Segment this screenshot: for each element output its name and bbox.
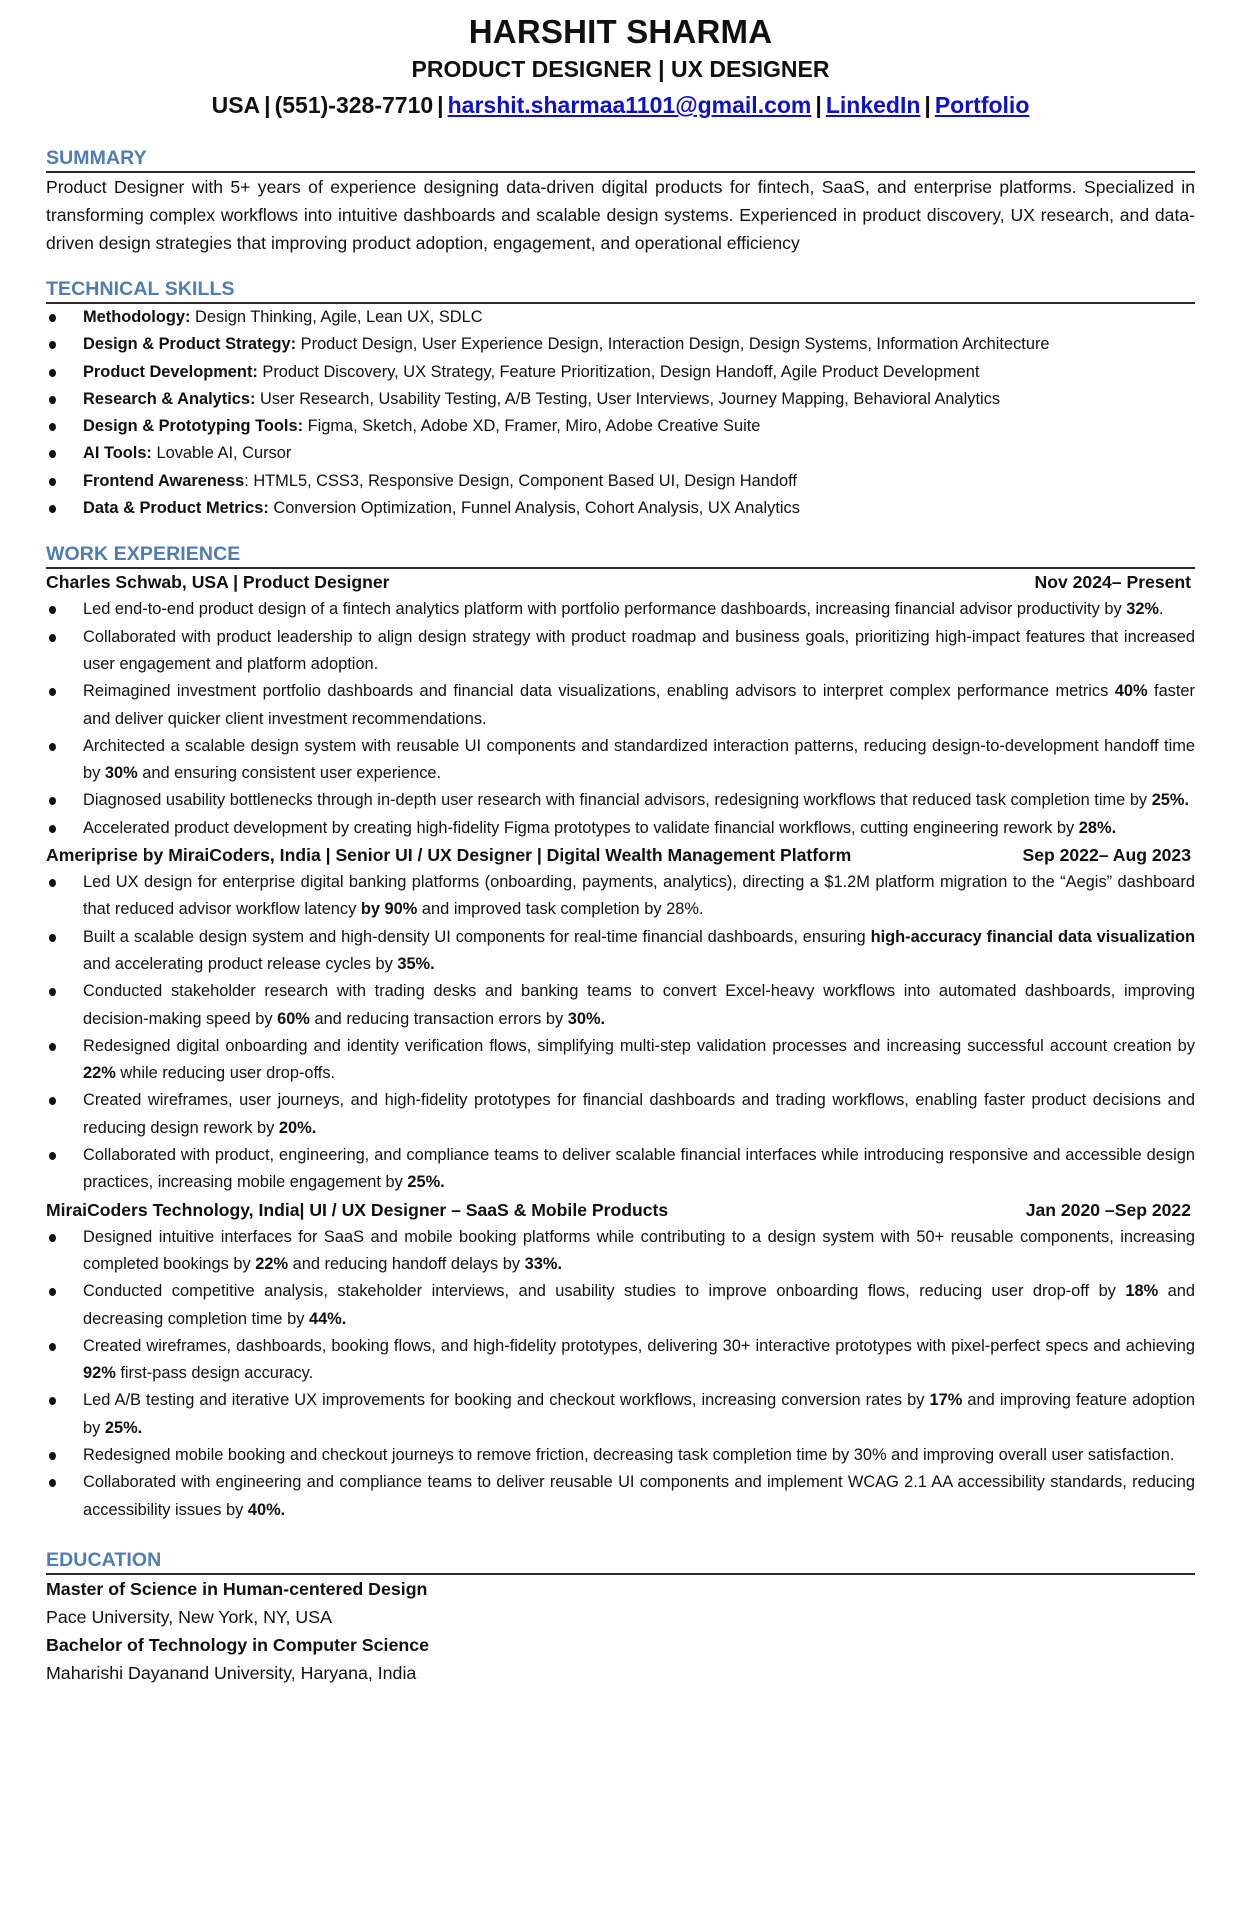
bullet-icon (49, 606, 56, 614)
degree: Master of Science in Human-centered Design (46, 1578, 428, 1599)
job-bullet (46, 1333, 1195, 1388)
job-dates: Jan 2020 –Sep 2022 (1025, 1199, 1191, 1220)
bullet-icon (49, 450, 56, 458)
skill-item (46, 413, 1195, 440)
bullet-text: Diagnosed usability bottlenecks through in-depth user research with financial advisors, redesigning workflows that reduced task completion time by (83, 791, 1152, 810)
job-bullet (46, 1142, 1195, 1197)
bullet-icon (49, 1043, 56, 1051)
skill-item (46, 359, 1195, 386)
bullet-icon (49, 1479, 56, 1487)
skills-list (46, 304, 1195, 522)
highlight-metric: 60% (277, 1009, 310, 1028)
job-bullet (46, 1033, 1195, 1088)
bullet-text: Collaborated with product, engineering, and compliance teams to deliver scalable financial interfaces while introducing responsive and accessible design practices, increasing mobile engagement by (83, 1146, 1195, 1192)
job-bullet (46, 1469, 1195, 1524)
bullet-text: and ensuring consistent user experience. (137, 764, 442, 783)
bullet-text: . (1159, 600, 1164, 619)
bullet-icon (49, 988, 56, 996)
education-section (46, 1548, 1195, 1687)
bullet-icon (49, 314, 56, 322)
experience-section (46, 542, 1195, 1524)
job-entry (46, 842, 1195, 1197)
education-heading: EDUCATION (46, 1548, 1195, 1575)
bullet-icon (49, 423, 56, 431)
bullet-text: Conducted stakeholder research with trading desks and banking teams to convert Excel-heavy workflows into automated dashboards, improving decision-making speed by (83, 982, 1195, 1028)
job-bullet (46, 869, 1195, 924)
job-header (46, 1197, 1195, 1224)
summary-text: Product Designer with 5+ years of experience designing data-driven digital products for fintech, SaaS, and enterprise platforms. Specialized in transforming complex workflows into intuitive dashboards and scalable design systems. Experienced in product discovery, UX research, and data-driven design strategies that improving product adoption, engagement, and operational efficiency (46, 177, 1195, 253)
job-bullet (46, 1278, 1195, 1333)
bullet-text: Reimagined investment portfolio dashboards and financial data visualizations, enabling advisors to interpret complex performance metrics (83, 682, 1115, 701)
summary-heading: SUMMARY (46, 146, 1195, 173)
bullet-icon (49, 341, 56, 349)
highlight-metric: 40%. (247, 1500, 286, 1519)
bullet-icon (49, 369, 56, 377)
separator: | (437, 92, 444, 118)
skill-value: Lovable AI, Cursor (151, 444, 292, 463)
job-bullet (46, 815, 1195, 842)
candidate-name: HARSHIT SHARMA (468, 13, 773, 50)
job-header (46, 569, 1195, 596)
bullet-text: and improved task completion by 28%. (417, 900, 704, 919)
job-bullets (46, 869, 1195, 1197)
skill-item (46, 495, 1195, 522)
bullet-icon (49, 396, 56, 404)
highlight-metric: 20%. (278, 1118, 317, 1137)
highlight-metric: 30% (104, 764, 138, 783)
job-title: MiraiCoders Technology, India| UI / UX Designer – SaaS & Mobile Products (46, 1199, 669, 1220)
bullet-text: and accelerating product release cycles by (83, 954, 398, 973)
bullet-icon (49, 1097, 56, 1105)
job-title: PRODUCT DESIGNER | UX DESIGNER (411, 56, 830, 82)
bullet-icon (49, 934, 56, 942)
skill-label: Product Development: (83, 362, 258, 381)
resume-header (46, 0, 1195, 124)
summary-section (46, 146, 1195, 257)
job-bullet (46, 624, 1195, 679)
highlight-metric: 25%. (407, 1173, 445, 1192)
skill-label: AI Tools: (83, 444, 152, 463)
job-bullet (46, 1442, 1195, 1469)
skill-value: : HTML5, CSS3, Responsive Design, Component Based UI, Design Handoff (244, 471, 797, 490)
bullet-text: Created wireframes, user journeys, and high-fidelity prototypes for financial dashboards and trading workflows, enabling faster product decisions and reducing design rework by (83, 1091, 1195, 1137)
highlight-metric: 33%. (524, 1254, 563, 1273)
job-header (46, 842, 1195, 869)
bullet-icon (49, 1152, 56, 1160)
school: Maharishi Dayanand University, Haryana, India (46, 1662, 417, 1683)
highlight-metric: 25%. (1151, 791, 1190, 810)
bullet-text: Led A/B testing and iterative UX improvements for booking and checkout workflows, increasing conversion rates by (83, 1391, 930, 1410)
bullet-text: Architected a scalable design system with reusable UI components and standardized interaction patterns, reducing design-to-development handoff time by (83, 736, 1195, 783)
bullet-icon (49, 634, 56, 642)
bullet-text: and decreasing completion time by (83, 1282, 1195, 1328)
skill-label: Frontend Awareness (83, 471, 245, 490)
bullet-text: and reducing transaction errors by (309, 1009, 568, 1028)
job-dates: Sep 2022– Aug 2023 (1022, 845, 1191, 866)
bullet-icon (49, 879, 56, 887)
highlight-metric: 40% (1114, 682, 1148, 701)
separator: | (815, 92, 822, 118)
bullet-icon (49, 1452, 56, 1460)
degree: Bachelor of Technology in Computer Science (46, 1634, 430, 1655)
separator: | (924, 92, 931, 118)
job-bullets (46, 596, 1195, 842)
bullet-text: Conducted competitive analysis, stakeholder interviews, and usability studies to improve onboarding flows, reducing user drop-off by (83, 1282, 1126, 1301)
skill-value: Conversion Optimization, Funnel Analysis, Cohort Analysis, UX Analytics (268, 499, 800, 518)
skills-heading: TECHNICAL SKILLS (46, 277, 1195, 304)
skill-item (46, 331, 1195, 358)
skill-item (46, 386, 1195, 413)
contact-line (46, 86, 1195, 124)
job-bullet (46, 1387, 1195, 1442)
job-bullet (46, 924, 1195, 979)
job-entry (46, 569, 1195, 842)
job-bullet (46, 733, 1195, 788)
jobs-list (46, 569, 1195, 1524)
job-entry (46, 1197, 1195, 1524)
skills-section (46, 277, 1195, 522)
location: USA (211, 92, 261, 118)
job-dates: Nov 2024– Present (1034, 572, 1191, 593)
skill-item (46, 304, 1195, 331)
skill-label: Data & Product Metrics: (83, 499, 269, 518)
skill-label: Methodology: (83, 308, 191, 326)
job-bullet (46, 978, 1195, 1033)
job-bullet (46, 1087, 1195, 1142)
skill-value: Product Design, User Experience Design, Interaction Design, Design Systems, Information Architecture (296, 335, 1050, 354)
skill-item (46, 440, 1195, 467)
highlight-metric: 17% (929, 1391, 963, 1410)
bullet-text: and improving feature adoption by (83, 1391, 1195, 1437)
separator: | (264, 92, 271, 118)
email-link[interactable]: harshit.sharmaa1101@gmail.com (447, 92, 812, 118)
skill-value: Product Discovery, UX Strategy, Feature Prioritization, Design Handoff, Agile Product Development (257, 362, 980, 381)
bullet-text: Redesigned mobile booking and checkout journeys to remove friction, decreasing task completion time by 30% and improving overall user satisfaction. (83, 1445, 1175, 1464)
bullet-text: Created wireframes, dashboards, booking flows, and high-fidelity prototypes, delivering 30+ interactive prototypes with pixel-perfect specs and achieving (83, 1336, 1195, 1355)
linkedin-link[interactable]: LinkedIn (825, 92, 921, 118)
skill-value: User Research, Usability Testing, A/B Testing, User Interviews, Journey Mapping, Behavioral Analytics (255, 389, 1001, 408)
highlight-metric: 18% (1125, 1282, 1159, 1301)
bullet-icon (49, 1397, 56, 1405)
bullet-text: Accelerated product development by creating high-fidelity Figma prototypes to validate financial workflows, cutting engineering rework by (83, 818, 1079, 837)
highlight-metric: 25%. (104, 1418, 143, 1437)
phone-number: (551)-328-7710 (274, 92, 434, 118)
job-bullet (46, 678, 1195, 733)
bullet-text: Built a scalable design system and high-density UI components for real-time financial dashboards, ensuring (83, 927, 871, 946)
bullet-text: Collaborated with engineering and compliance teams to deliver reusable UI components and implement WCAG 2.1 AA accessibility standards, reducing accessibility issues by (83, 1473, 1195, 1519)
bullet-icon (49, 478, 56, 486)
bullet-text: first-pass design accuracy. (115, 1364, 314, 1383)
education-list (46, 1575, 1195, 1687)
bullet-text: Designed intuitive interfaces for SaaS and mobile booking platforms while contributing to a design system with 50+ reusable components, increasing completed bookings by (83, 1227, 1195, 1273)
skill-label: Research & Analytics: (83, 389, 256, 408)
highlight-metric: 22% (83, 1064, 116, 1083)
skill-value: Figma, Sketch, Adobe XD, Framer, Miro, Adobe Creative Suite (303, 417, 761, 436)
job-title: Charles Schwab, USA | Product Designer (46, 572, 390, 593)
skill-item (46, 468, 1195, 495)
job-title: Ameriprise by MiraiCoders, India | Senior UI / UX Designer | Digital Wealth Management Platform (46, 845, 852, 866)
bullet-text: Redesigned digital onboarding and identity verification flows, simplifying multi-step validation processes and increasing successful account creation by (83, 1036, 1195, 1055)
highlight-metric: by 90% (360, 900, 418, 919)
highlight-metric: 30%. (567, 1009, 606, 1028)
job-bullet (46, 596, 1195, 623)
highlight-metric: high-accuracy financial data visualization (870, 927, 1195, 946)
skill-value: Design Thinking, Agile, Lean UX, SDLC (190, 308, 483, 326)
bullet-text: while reducing user drop-offs. (115, 1064, 336, 1083)
job-bullets (46, 1224, 1195, 1524)
bullet-text: Collaborated with product leadership to align design strategy with product roadmap and business goals, prioritizing high-impact features that increased user engagement and platform adoption. (83, 627, 1195, 673)
skill-label: Design & Prototyping Tools: (83, 417, 304, 436)
bullet-icon (49, 1234, 56, 1242)
bullet-icon (49, 505, 56, 513)
highlight-metric: 32% (1126, 600, 1160, 619)
bullet-text: Led end-to-end product design of a fintech analytics platform with portfolio performance dashboards, increasing financial advisor productivity by (83, 600, 1127, 619)
highlight-metric: 35%. (397, 954, 435, 973)
highlight-metric: 92% (83, 1364, 116, 1383)
bullet-text: faster and deliver quicker client investment recommendations. (83, 682, 1196, 728)
bullet-icon (49, 825, 56, 833)
job-bullet (46, 787, 1195, 814)
bullet-icon (49, 688, 56, 696)
portfolio-link[interactable]: Portfolio (934, 92, 1030, 118)
bullet-icon (49, 1343, 56, 1351)
bullet-icon (49, 743, 56, 751)
highlight-metric: 22% (255, 1254, 289, 1273)
bullet-icon (49, 1288, 56, 1296)
experience-heading: WORK EXPERIENCE (46, 542, 1195, 569)
highlight-metric: 44%. (308, 1309, 347, 1328)
bullet-icon (49, 797, 56, 805)
bullet-text: and reducing handoff delays by (288, 1254, 525, 1273)
skill-label: Design & Product Strategy: (83, 335, 297, 354)
highlight-metric: 28%. (1078, 818, 1117, 837)
bullet-text: Led UX design for enterprise digital banking platforms (onboarding, payments, analytics), directing a $1.2M platform migration to the “Aegis” dashboard that reduced advisor workflow latency (83, 873, 1195, 919)
school: Pace University, New York, NY, USA (46, 1606, 332, 1627)
job-bullet (46, 1224, 1195, 1279)
